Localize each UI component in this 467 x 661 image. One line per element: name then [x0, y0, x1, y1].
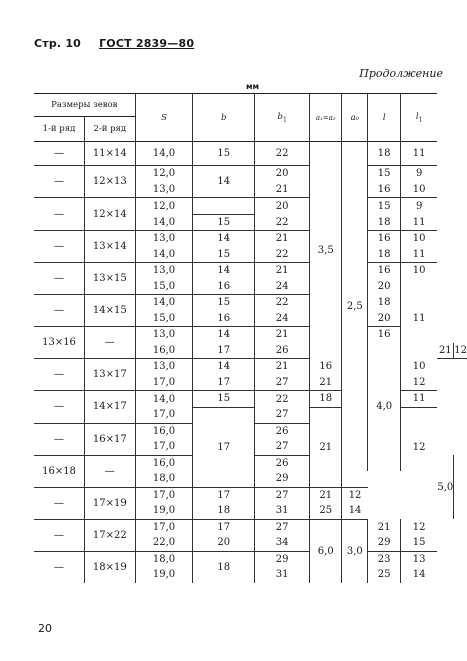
table-cell: 18	[368, 247, 401, 263]
continuation-label: Продолжение	[359, 67, 443, 80]
table-cell: 14	[412, 569, 426, 581]
table-cell: 22	[255, 295, 310, 311]
table-cell: 14	[193, 166, 255, 198]
table-cell: —	[34, 231, 85, 263]
table-cell: 17	[193, 519, 255, 535]
table-cell: 13,0	[135, 231, 193, 247]
table-cell: 14	[193, 359, 255, 375]
table-cell: 14	[193, 231, 255, 247]
table-cell: 16	[368, 231, 401, 247]
col-row2: 2-й ряд	[85, 117, 136, 142]
dimensions-table	[34, 93, 467, 583]
table-cell: 18,0	[135, 551, 193, 567]
table-cell: 22	[255, 214, 310, 231]
table-cell: 19,0	[135, 503, 193, 519]
table-cell: 10	[412, 265, 426, 277]
table-cell: 21	[255, 263, 310, 279]
table-cell: —	[34, 198, 85, 231]
table-cell: 23	[368, 551, 401, 567]
table-cell: 15	[400, 535, 437, 551]
table-cell: 21	[310, 375, 342, 391]
table-cell: —	[85, 327, 136, 359]
table-cell: 22	[255, 247, 310, 263]
table-cell: 12	[412, 521, 426, 533]
table-cell: 15,0	[135, 311, 193, 327]
table-cell: 21	[310, 487, 342, 503]
table-cell: 18×19	[85, 551, 136, 583]
table-cell: —	[85, 455, 136, 487]
table-cell: 16,0	[135, 423, 193, 439]
table-cell: 12×14	[85, 198, 136, 231]
table-cell: 11	[400, 214, 437, 231]
table-cell: —	[34, 391, 85, 424]
a1a2-35: 3,5	[310, 142, 342, 359]
table-cell: 24	[255, 279, 310, 295]
table-cell: 20	[255, 198, 310, 215]
table-cell: 13,0	[135, 359, 193, 375]
table-cell: 14	[193, 327, 255, 343]
table-cell: 27	[255, 375, 310, 391]
table-cell: 13×16	[34, 327, 85, 359]
table-cell: 17	[193, 487, 255, 503]
table-cell: —	[34, 551, 85, 583]
table-cell: 18,0	[135, 471, 193, 487]
table-cell: 25	[368, 567, 401, 583]
table-cell: 14	[193, 263, 255, 279]
table-cell: 31	[255, 503, 310, 519]
table-cell: 20	[368, 279, 401, 295]
table-row	[34, 263, 467, 279]
table-cell: 10	[400, 182, 437, 198]
table-cell: 11	[412, 313, 426, 324]
table-cell: 22	[255, 391, 310, 408]
a1a2-40: 4,0	[368, 343, 401, 472]
table-cell: 24	[255, 311, 310, 327]
table-cell: 15	[368, 166, 401, 182]
a1a2-50: 5,0	[437, 455, 453, 519]
table-cell: 13,0	[135, 182, 193, 198]
table-row	[34, 166, 467, 182]
table-cell: 17,0	[135, 439, 193, 455]
page-number: 20	[38, 622, 52, 635]
table-cell: 14,0	[135, 214, 193, 231]
table-cell: 16×17	[85, 423, 136, 455]
table-cell: 22	[255, 142, 310, 166]
table-cell: 26	[255, 423, 310, 439]
table-cell: 15	[193, 142, 255, 166]
table-cell: 14,0	[135, 295, 193, 311]
page-label: Стр. 10	[34, 37, 82, 50]
table-cell: 20	[255, 166, 310, 182]
table-cell: —	[34, 142, 85, 166]
table-cell: 15	[193, 214, 255, 231]
table-cell: 14,0	[135, 391, 193, 408]
table-cell: 17	[193, 407, 255, 487]
table-row	[34, 551, 467, 567]
table-cell: 17,0	[135, 519, 193, 535]
table-cell: 17,0	[135, 487, 193, 503]
table-cell: 17×22	[85, 519, 136, 551]
table-cell: 15	[193, 247, 255, 263]
table-cell: 12,0	[135, 166, 193, 182]
table-cell: 13	[412, 553, 426, 565]
table-cell: 20	[368, 311, 401, 327]
table-cell: 27	[255, 439, 310, 455]
table-row	[34, 231, 467, 247]
table-cell: 16,0	[135, 343, 193, 359]
table-cell: 18	[368, 142, 401, 166]
table-cell: 26	[255, 455, 310, 471]
table-cell: 14×17	[85, 391, 136, 424]
table-cell: 17	[193, 375, 255, 391]
table-cell: 21	[255, 182, 310, 198]
table-cell: 18	[368, 214, 401, 231]
table-cell: 16	[193, 279, 255, 295]
table-cell: 27	[255, 487, 310, 503]
table-cell: 18	[368, 295, 401, 311]
table-cell: 12	[400, 375, 437, 391]
table-cell: 16,0	[135, 455, 193, 471]
table-cell: 21	[255, 327, 310, 343]
table-cell: 11	[400, 142, 437, 166]
table-cell: —	[34, 519, 85, 551]
table-cell: 10	[412, 233, 426, 245]
page-header	[34, 37, 194, 50]
table-cell: 18	[310, 391, 342, 408]
col-a0: a₀	[342, 94, 368, 142]
table-cell: —	[34, 166, 85, 198]
col-b1: $b_1$	[255, 94, 310, 142]
table-cell: 21	[255, 231, 310, 247]
table-cell: 17,0	[135, 375, 193, 391]
col-S: S	[135, 94, 193, 142]
col-l: l	[368, 94, 401, 142]
table-cell: 22,0	[135, 535, 193, 551]
table-cell: —	[34, 263, 85, 295]
table-row	[34, 519, 467, 535]
table-cell: 20	[193, 535, 255, 551]
table-cell: 9	[415, 200, 423, 212]
table-cell: 27	[255, 407, 310, 423]
table-cell: 21	[368, 519, 401, 535]
table-cell: 14	[342, 503, 368, 519]
table-cell: 25	[310, 503, 342, 519]
table-cell: 17×19	[85, 487, 136, 519]
table-cell: 15,0	[135, 279, 193, 295]
table-cell: 9	[415, 168, 423, 180]
table-row	[34, 142, 467, 166]
table-cell: 29	[368, 535, 401, 551]
table-cell: 11	[400, 247, 437, 263]
a0-30: 3,0	[342, 519, 368, 583]
table-cell: 17,0	[135, 407, 193, 423]
table-cell: 13×14	[85, 231, 136, 263]
col-b: b	[193, 94, 255, 142]
table-cell: 15	[368, 198, 401, 215]
table-cell: 16	[193, 311, 255, 327]
table-cell: 12	[412, 441, 426, 453]
table-cell: —	[34, 359, 85, 391]
table-cell: 15	[193, 295, 255, 311]
table-cell: 10	[412, 361, 426, 372]
table-cell: 15	[193, 391, 255, 408]
col-sizes-group: Размеры зевов	[34, 94, 135, 117]
table-cell: 11×14	[85, 142, 136, 166]
table-cell: 13,0	[135, 263, 193, 279]
table-cell: 19,0	[135, 567, 193, 583]
col-row1: 1-й ряд	[34, 117, 85, 142]
table-cell: 21	[310, 407, 342, 487]
table-cell: 12,0	[135, 198, 193, 215]
table-cell: 14,0	[135, 142, 193, 166]
table-cell: 16×18	[34, 455, 85, 487]
gost-label: ГОСТ 2839—80	[99, 37, 195, 50]
table-cell: 16	[368, 182, 401, 198]
table-cell: 21	[437, 343, 453, 359]
table-cell: 12	[342, 487, 368, 503]
table-row	[34, 198, 467, 215]
col-a1a2: a₁=a₂	[310, 94, 342, 142]
table-cell: 27	[255, 519, 310, 535]
table-cell: —	[34, 487, 85, 519]
table-cell: 11	[400, 391, 437, 408]
table-cell: 18	[193, 551, 255, 583]
table-cell: 21	[255, 359, 310, 375]
unit-label: мм	[246, 82, 260, 91]
table-cell: —	[34, 295, 85, 327]
table-cell: 16	[368, 327, 401, 343]
table-row	[34, 359, 467, 375]
table-row	[34, 487, 467, 503]
table-cell: 34	[255, 535, 310, 551]
table-cell: 14×15	[85, 295, 136, 327]
table-cell: 12	[454, 343, 467, 359]
table-cell: 17	[193, 343, 255, 359]
a1a2-60: 6,0	[310, 519, 342, 583]
table-cell: 16	[368, 263, 401, 279]
table-cell: 31	[255, 567, 310, 583]
table-cell: 14,0	[135, 247, 193, 263]
table-cell: 26	[255, 343, 310, 359]
table-cell: 12×13	[85, 166, 136, 198]
table-cell: 29	[255, 471, 310, 487]
col-l1: $l_1$	[400, 94, 437, 142]
table-cell: 13×17	[85, 359, 136, 391]
table-cell: 16	[310, 359, 342, 375]
table-cell: 29	[255, 551, 310, 567]
a0-25: 2,5	[342, 142, 368, 472]
table-cell: 13×15	[85, 263, 136, 295]
table-cell: 18	[193, 503, 255, 519]
table-cell	[193, 198, 255, 215]
table-row	[34, 391, 467, 408]
table-cell: 13,0	[135, 327, 193, 343]
table-cell: —	[34, 423, 85, 455]
